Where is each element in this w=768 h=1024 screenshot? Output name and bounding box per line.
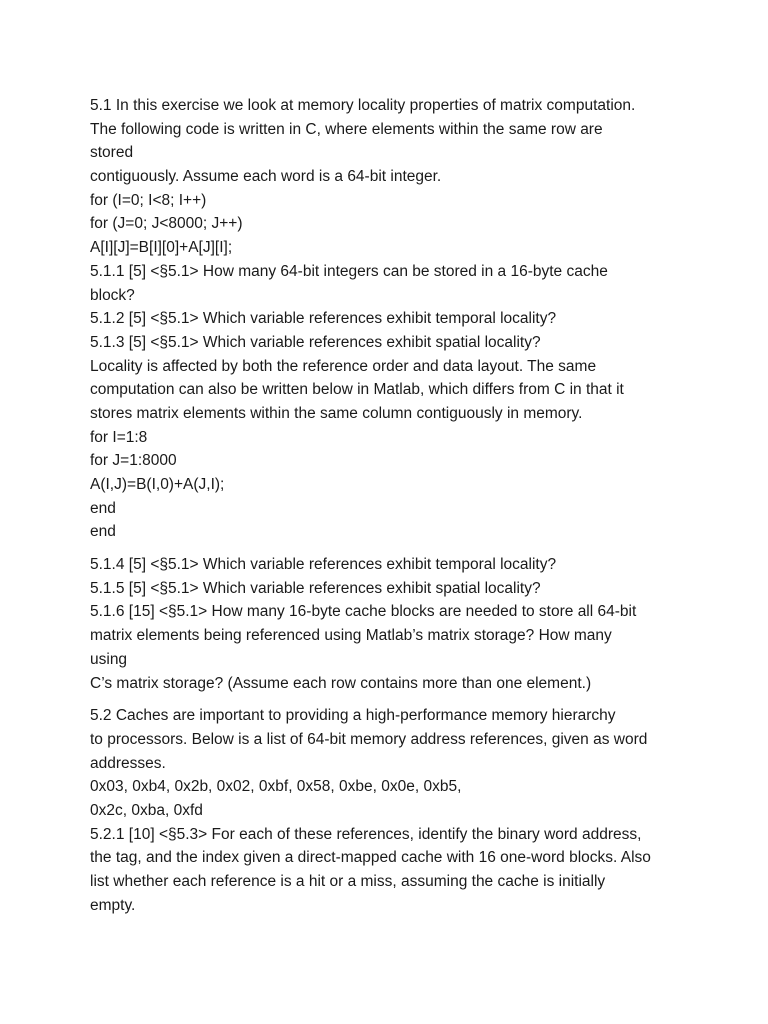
code-line: A(I,J)=B(I,0)+A(J,I); xyxy=(90,476,225,493)
document-text xyxy=(90,94,730,917)
question-line: 5.1.1 [5] <§5.1> How many 64-bit integers can be stored in a 16-byte cache xyxy=(90,262,608,280)
code-line: for J=1:8000 xyxy=(90,452,177,470)
text-line: computation can also be written below in Matlab, which differs from C in that it xyxy=(90,381,624,399)
code-line: for (J=0; J<8000; J++) xyxy=(90,215,243,233)
question-line: list whether each reference is a hit or a miss, assuming the cache is initially xyxy=(90,873,606,890)
code-line: A[I][J]=B[I][0]+A[J][I]; xyxy=(90,239,233,257)
question-line: 5.1.2 [5] <§5.1> Which variable references exhibit temporal locality? xyxy=(90,310,557,328)
question-line: 5.2.1 [10] <§5.3> For each of these references, identify the binary word address, xyxy=(90,825,642,843)
question-line: C’s matrix storage? (Assume each row contains more than one element.) xyxy=(90,674,592,692)
text-line: addresses. xyxy=(90,754,166,772)
question-line: 5.1.3 [5] <§5.1> Which variable references exhibit spatial locality? xyxy=(90,333,541,351)
text-line: The following code is written in C, where elements within the same row are xyxy=(90,120,603,138)
code-line: end xyxy=(90,499,116,517)
question-line: matrix elements being referenced using Matlab’s matrix storage? How many xyxy=(90,627,612,645)
question-line: 5.1.6 [15] <§5.1> How many 16-byte cache blocks are needed to store all 64-bit xyxy=(90,603,637,621)
text-line: stored xyxy=(90,144,134,162)
question-line: 5.1.5 [5] <§5.1> Which variable references exhibit spatial locality? xyxy=(90,579,541,597)
text-line: stores matrix elements within the same column contiguously in memory. xyxy=(90,404,583,422)
paragraph-gap xyxy=(90,544,730,553)
address-list-line: 0x03, 0xb4, 0x2b, 0x02, 0xbf, 0x58, 0xbe, 0x0e, 0xb5, xyxy=(90,778,462,796)
text-line: 5.2 Caches are important to providing a high-performance memory hierarchy xyxy=(90,707,616,725)
address-list-line: 0x2c, 0xba, 0xfd xyxy=(90,801,203,819)
paragraph-gap xyxy=(90,695,730,704)
code-line: for I=1:8 xyxy=(90,428,148,446)
code-line: end xyxy=(90,523,116,541)
text-line: Locality is affected by both the reference order and data layout. The same xyxy=(90,357,597,375)
text-line: 5.1 In this exercise we look at memory locality properties of matrix computation. xyxy=(90,97,636,114)
question-line: using xyxy=(90,650,128,668)
code-line: for (I=0; I<8; I++) xyxy=(90,191,207,209)
question-line: 5.1.4 [5] <§5.1> Which variable references exhibit temporal locality? xyxy=(90,556,557,574)
text-line: to processors. Below is a list of 64-bit memory address references, given as word xyxy=(90,730,648,748)
question-line: the tag, and the index given a direct-mapped cache with 16 one-word blocks. Also xyxy=(90,849,651,867)
question-line: block? xyxy=(90,286,135,304)
text-line: contiguously. Assume each word is a 64-bit integer. xyxy=(90,168,442,186)
question-line: empty. xyxy=(90,896,136,914)
